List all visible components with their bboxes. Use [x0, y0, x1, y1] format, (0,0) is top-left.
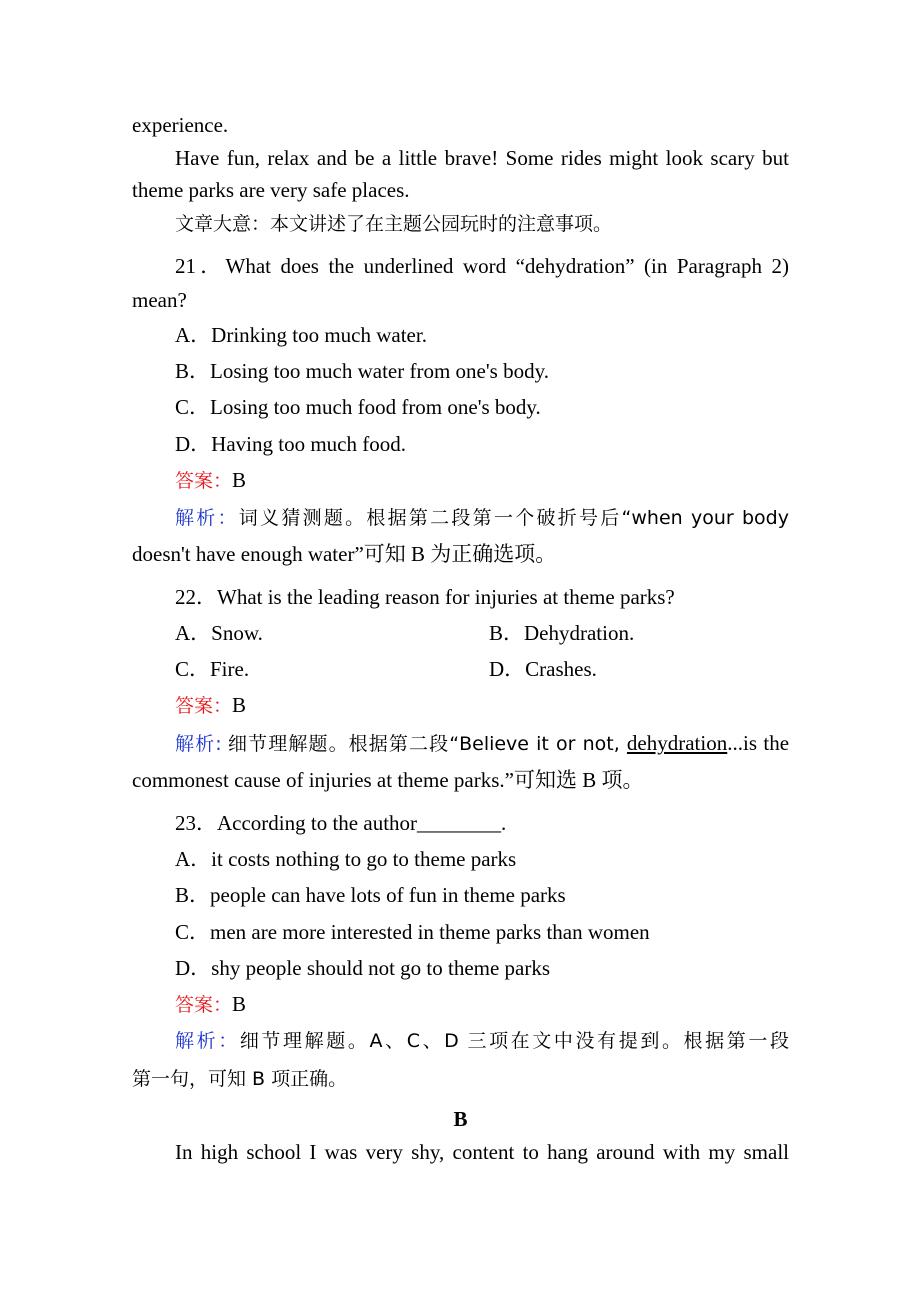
- answer-value: B: [232, 693, 247, 717]
- answer-label: 答案：: [175, 994, 233, 1016]
- question-21-stem-cont: mean?: [132, 288, 187, 312]
- question-22-option-b: B．Dehydration.: [489, 621, 635, 645]
- question-22-option-c: C．Fire.: [175, 657, 250, 681]
- answer-label: 答案：: [175, 470, 233, 492]
- question-23-answer: [175, 991, 246, 1018]
- question-21-option-c: C．Losing too much food from one's body.: [175, 395, 541, 419]
- document-page: [132, 0, 789, 1302]
- passage-text-line: theme parks are very safe places.: [132, 178, 410, 202]
- question-22-analysis-cont: commonest cause of injuries at theme parks.”可知选 B 项。: [132, 768, 644, 792]
- analysis-label: 解析:: [175, 733, 222, 755]
- summary-label: 文章大意：: [175, 213, 271, 235]
- analysis-text: 细节理解题。根据第二段“Believe it or not,: [228, 733, 627, 755]
- question-23-option-a: A．it costs nothing to go to theme parks: [175, 847, 517, 871]
- passage-text-line: experience.: [132, 113, 229, 137]
- question-22-option-a: A．Snow.: [175, 621, 263, 645]
- question-21-analysis: [175, 504, 789, 531]
- analysis-label: 解析：: [175, 507, 239, 529]
- question-21-option-b: B．Losing too much water from one's body.: [175, 359, 549, 383]
- section-heading: B: [453, 1107, 468, 1131]
- question-21-option-d: D．Having too much food.: [175, 432, 406, 456]
- question-23-option-b: B．people can have lots of fun in theme parks: [175, 883, 566, 907]
- summary-text: 本文讲述了在主题公园玩时的注意事项。: [270, 213, 613, 235]
- answer-value: B: [232, 992, 247, 1016]
- question-22-stem: 22．What is the leading reason for injuries at theme parks?: [175, 585, 675, 609]
- passage-text-line: In high school I was very shy, content to hang around with my small: [175, 1140, 789, 1164]
- question-23-option-c: C．men are more interested in theme parks than women: [175, 920, 650, 944]
- question-21-stem: 21．What does the underlined word “dehydration” (in Paragraph 2): [175, 254, 789, 278]
- analysis-text: ...is the: [727, 731, 790, 755]
- question-21-analysis-cont: doesn't have enough water”可知 B 为正确选项。: [132, 542, 557, 566]
- question-22-answer: [175, 692, 246, 719]
- answer-label: 答案：: [175, 695, 233, 717]
- question-23-analysis-cont: 第一句，可知 B 项正确。: [132, 1068, 348, 1090]
- analysis-text: 词义猜测题。根据第二段第一个破折号后“when your body: [238, 507, 789, 529]
- question-21-answer: [175, 467, 246, 494]
- question-21-option-a: A．Drinking too much water.: [175, 323, 427, 347]
- question-23-stem: 23．According to the author________.: [175, 811, 507, 835]
- analysis-label: 解析：: [175, 1030, 240, 1052]
- question-22-option-d: D．Crashes.: [489, 657, 597, 681]
- analysis-text: 细节理解题。A、C、D 三项在文中没有提到。根据第一段: [239, 1030, 789, 1052]
- underlined-word: dehydration: [626, 731, 728, 755]
- question-23-option-d: D．shy people should not go to theme parks: [175, 956, 551, 980]
- answer-value: B: [232, 468, 247, 492]
- summary-line: [175, 211, 612, 237]
- question-23-analysis: [175, 1028, 789, 1054]
- question-22-analysis: [175, 730, 789, 757]
- passage-text-line: Have fun, relax and be a little brave! Some rides might look scary but: [175, 146, 789, 170]
